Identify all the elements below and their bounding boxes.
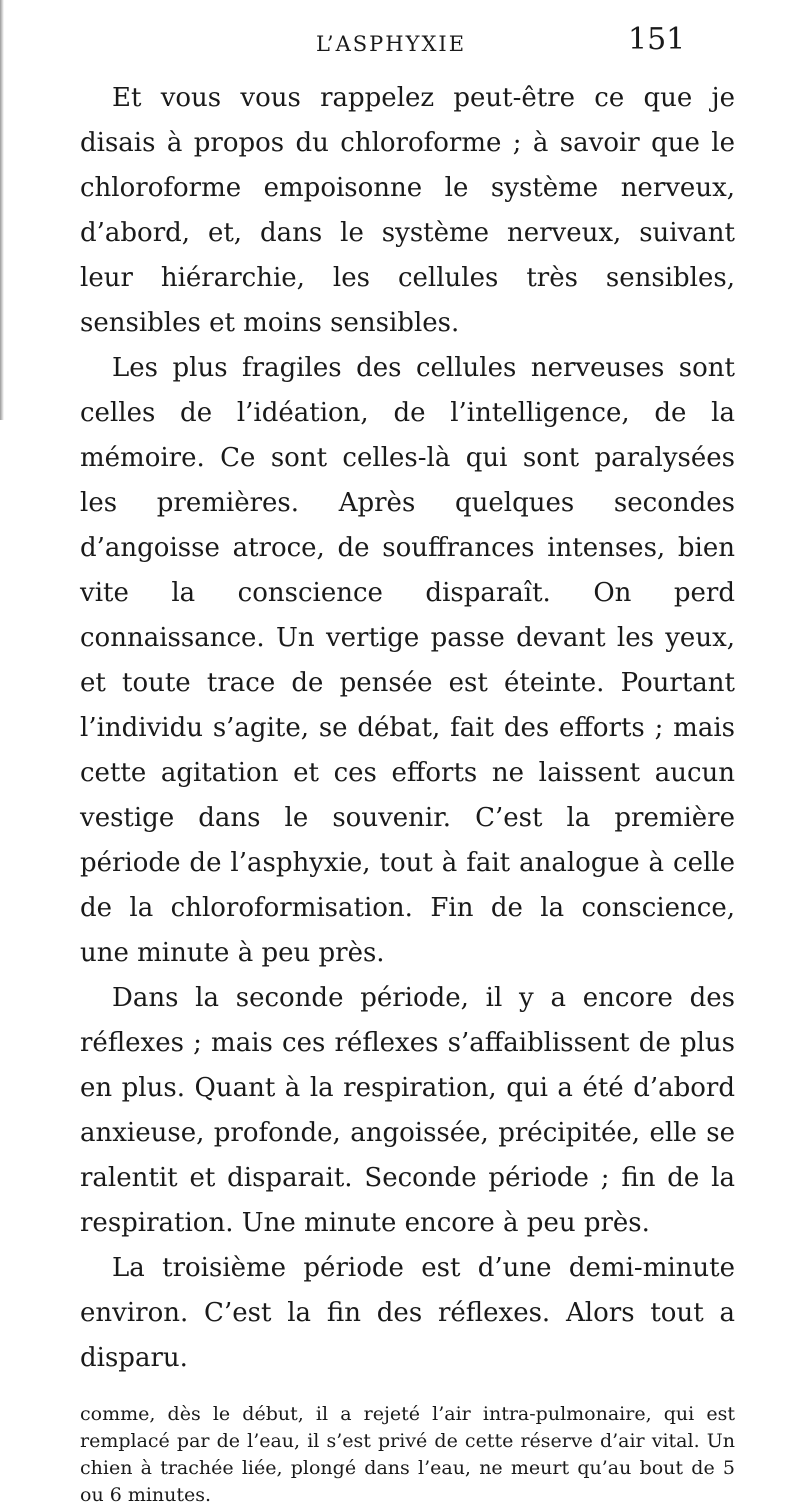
footnote: comme, dès le début, il a rejeté l’air intra-pulmonaire, qui est remplacé par de l’eau, il s’est privé de cette réserve d’air vital. Un chien à trachée liée, plongé dans l’eau, ne meurt qu’au bout de 5 ou 6 minutes. (80, 1403, 735, 1506)
paragraph-seconde-periode: Dans la seconde période, il y a encore des réflexes ; mais ces réflexes s’affaiblissent de plus en plus. Quant à la respiration, qui a été d’abord anxieuse, profonde, angoissée, précipitée, elle se ralentit et disparait. Seconde période ; fin de la respiration. Une minute encore à peu près. (80, 983, 735, 1238)
page-number: 151 (628, 22, 686, 57)
page-body (80, 76, 735, 1509)
paragraph-premiere-periode: Les plus fragiles des cellules nerveuses sont celles de l’idéation, de l’intelligence, de la mémoire. Ce sont celles-là qui sont paralysées les premières. Après quelques secondes d’angoisse atroce, de souffrances intenses, bien vite la conscience disparaît. On perd connaissance. Un vertige passe devant les yeux, et toute trace de pensée est éteinte. Pourtant l’individu s’agite, se débat, fait des efforts ; mais cette agitation et ces efforts ne laissent aucun vestige dans le souvenir. C’est la première période de l’asphyxie, tout à fait analogue à celle de la chloroformisation. Fin de la conscience, une minute à peu près. (80, 353, 735, 968)
page-header (0, 18, 800, 58)
paragraph-chloroforme: Et vous vous rappelez peut-être ce que je disais à propos du chloroforme ; à savoir que le chloroforme empoisonne le système nerveux, d’abord, et, dans le système nerveux, suivant leur hiérarchie, les cellules très sensibles, sensibles et moins sensibles. (80, 83, 735, 338)
page-binding-edge (0, 0, 4, 420)
running-head: L’ASPHYXIE (316, 32, 467, 56)
paragraph-troisieme-periode: La troisième période est d’une demi-minute environ. C’est la fin des réflexes. Alors tout a disparu. (80, 1253, 735, 1373)
